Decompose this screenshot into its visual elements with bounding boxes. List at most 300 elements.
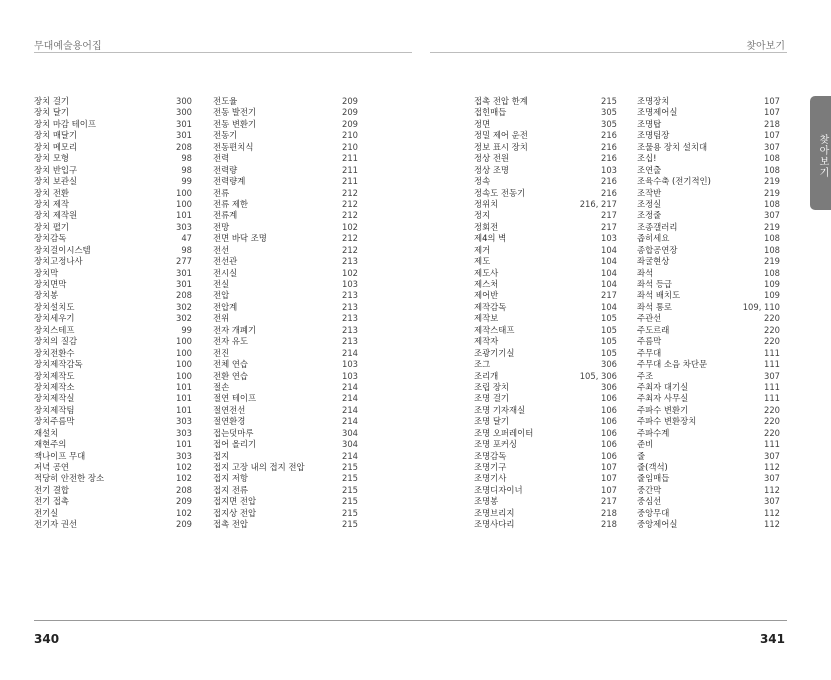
index-page-ref: 102 <box>176 507 192 518</box>
index-term: 장치 모형 <box>34 153 70 164</box>
index-column-1 <box>34 96 192 531</box>
index-entry <box>213 428 358 439</box>
index-entry <box>474 268 617 279</box>
index-term: 제작자 <box>474 336 499 347</box>
index-term: 주최자 사무실 <box>637 393 689 404</box>
index-term: 정상 전원 <box>474 153 510 164</box>
index-entry <box>474 199 617 210</box>
index-page-ref: 100 <box>176 187 192 198</box>
index-entry <box>637 313 780 324</box>
index-entry <box>213 348 358 359</box>
index-page-ref: 219 <box>764 256 780 267</box>
index-entry <box>637 176 780 187</box>
index-page-ref: 302 <box>176 301 192 312</box>
index-entry <box>213 508 358 519</box>
index-term: 조명 오퍼레이터 <box>474 427 534 438</box>
index-entry <box>213 313 358 324</box>
index-page-ref: 217 <box>601 210 617 221</box>
index-page-ref: 99 <box>181 176 192 187</box>
index-entry <box>34 382 192 393</box>
index-term: 장치 걸기 <box>34 96 70 106</box>
index-entry <box>474 359 617 370</box>
index-term: 장치제작실 <box>34 393 75 404</box>
index-entry <box>34 279 192 290</box>
index-entry <box>474 348 617 359</box>
index-page-ref: 301 <box>176 267 192 278</box>
index-entry <box>637 96 780 107</box>
index-term: 접지상 전압 <box>213 507 257 518</box>
index-page-ref: 99 <box>181 324 192 335</box>
index-entry <box>474 153 617 164</box>
index-page-ref: 101 <box>176 404 192 415</box>
index-page-ref: 213 <box>342 301 358 312</box>
index-page-ref: 109 <box>764 290 780 301</box>
index-term: 저녁 공연 <box>34 462 70 472</box>
index-term: 조명기구 <box>474 462 507 472</box>
index-page-ref: 214 <box>342 393 358 404</box>
index-entry <box>213 519 358 530</box>
index-term: 접촉 전압 한계 <box>474 96 528 106</box>
index-page-ref: 307 <box>764 450 780 461</box>
index-page-ref: 210 <box>342 141 358 152</box>
index-page-ref: 103 <box>342 279 358 289</box>
index-term: 조작반 <box>637 187 662 198</box>
index-term: 조명 기자재실 <box>474 404 526 415</box>
index-entry <box>213 96 358 107</box>
index-term: 좌석 <box>637 267 654 278</box>
index-term: 주파수 변환장치 <box>637 416 697 427</box>
index-entry <box>474 279 617 290</box>
index-page-ref: 211 <box>342 164 358 175</box>
index-term: 장치 마감 테이프 <box>34 118 96 129</box>
index-term: 장치제작소 <box>34 381 75 392</box>
index-term: 접는덧마루 <box>213 427 254 438</box>
index-page-ref: 211 <box>342 176 358 187</box>
index-page-ref: 217 <box>601 290 617 301</box>
index-entry <box>474 176 617 187</box>
index-term: 장치제작감독 <box>34 359 83 370</box>
index-term: 줄임매듭 <box>637 473 670 484</box>
index-term: 종합공연장 <box>637 244 678 255</box>
index-page-ref: 107 <box>764 130 780 141</box>
index-entry <box>474 382 617 393</box>
index-page-ref: 104 <box>601 244 617 255</box>
index-entry <box>213 473 358 484</box>
index-page-ref: 104 <box>601 279 617 289</box>
index-term: 전력 <box>213 153 230 164</box>
index-entry <box>213 439 358 450</box>
index-page-ref: 103 <box>601 164 617 175</box>
index-term: 접어 올리기 <box>213 439 257 450</box>
index-page-ref: 212 <box>342 187 358 198</box>
index-term: 장치면막 <box>34 279 67 289</box>
index-term: 장치 전환 <box>34 187 70 198</box>
index-term: 정면 <box>474 118 491 129</box>
index-entry <box>637 290 780 301</box>
index-term: 장치세우기 <box>34 313 75 324</box>
index-entry <box>34 496 192 507</box>
index-page-ref: 300 <box>176 96 192 106</box>
index-entry <box>474 119 617 130</box>
index-entry <box>637 210 780 221</box>
index-term: 조명사다리 <box>474 519 515 530</box>
index-page-ref: 107 <box>601 484 617 495</box>
index-entry <box>34 268 192 279</box>
index-page-ref: 213 <box>342 336 358 347</box>
index-entry <box>637 107 780 118</box>
index-term: 장치제작도 <box>34 370 75 381</box>
index-page-ref: 100 <box>176 370 192 381</box>
index-page-ref: 104 <box>601 301 617 312</box>
index-page-ref: 105 <box>601 336 617 347</box>
index-page-ref: 100 <box>176 359 192 370</box>
index-term: 전시실 <box>213 267 238 278</box>
index-page-ref: 220 <box>764 427 780 438</box>
index-entry <box>474 210 617 221</box>
index-term: 전도율 <box>213 96 238 106</box>
index-term: 장치스테프 <box>34 324 75 335</box>
index-page-ref: 307 <box>764 370 780 381</box>
index-entry <box>637 325 780 336</box>
index-term: 주파수계 <box>637 427 670 438</box>
index-page-ref: 216 <box>601 153 617 164</box>
index-page-ref: 303 <box>176 450 192 461</box>
index-entry <box>474 485 617 496</box>
index-entry <box>213 165 358 176</box>
running-header-right: 찾아보기 <box>746 41 785 52</box>
index-term: 장치 달기 <box>34 107 70 118</box>
index-entry <box>34 233 192 244</box>
index-page-ref: 104 <box>601 267 617 278</box>
index-entry <box>34 462 192 473</box>
index-thumb-tab[interactable] <box>810 96 831 210</box>
index-term: 장치 제작원 <box>34 210 78 221</box>
index-page-ref: 112 <box>764 519 780 530</box>
index-entry <box>34 451 192 462</box>
header-rule-left <box>34 52 412 53</box>
index-entry <box>213 302 358 313</box>
index-entry <box>637 153 780 164</box>
index-page-ref: 277 <box>176 256 192 267</box>
index-term: 장치주름막 <box>34 416 75 427</box>
index-term: 장치걸이시스템 <box>34 244 91 255</box>
index-page-ref: 209 <box>342 96 358 106</box>
index-page-ref: 214 <box>342 404 358 415</box>
index-entry <box>213 107 358 118</box>
index-entry <box>474 405 617 416</box>
index-page-ref: 210 <box>342 130 358 141</box>
running-header-left: 무대예술용어집 <box>34 41 102 52</box>
index-term: 조명감독 <box>474 450 507 461</box>
index-page-ref: 208 <box>176 290 192 301</box>
index-entry <box>474 496 617 507</box>
index-term: 장치막 <box>34 267 59 278</box>
index-term: 제작보 <box>474 313 499 324</box>
index-term: 정상 조명 <box>474 164 510 175</box>
index-term: 전동기 <box>213 130 238 141</box>
index-term: 전체 연습 <box>213 359 249 370</box>
index-page-ref: 107 <box>601 473 617 484</box>
index-entry <box>474 336 617 347</box>
index-page-ref: 306 <box>601 359 617 370</box>
index-term: 전자 개폐기 <box>213 324 257 335</box>
index-column-3 <box>474 96 617 531</box>
index-entry <box>34 176 192 187</box>
index-entry <box>34 359 192 370</box>
index-term: 전망 <box>213 221 230 232</box>
index-page-ref: 218 <box>601 519 617 530</box>
index-entry <box>213 405 358 416</box>
index-term: 조십! <box>637 153 657 164</box>
index-page-ref: 219 <box>764 176 780 187</box>
index-entry <box>213 222 358 233</box>
index-page-ref: 111 <box>764 393 780 404</box>
index-term: 접지 <box>213 450 230 461</box>
index-term: 접지 저항 <box>213 473 249 484</box>
index-entry <box>637 268 780 279</box>
index-term: 제도 <box>474 256 491 267</box>
index-page-ref: 306 <box>601 381 617 392</box>
index-term: 조명 걸기 <box>474 393 510 404</box>
index-term: 적당히 안전한 장소 <box>34 473 105 484</box>
index-entry <box>474 473 617 484</box>
index-entry <box>34 485 192 496</box>
index-term: 제4의 벽 <box>474 233 507 244</box>
index-term: 재설치 <box>34 427 59 438</box>
index-page-ref: 100 <box>176 198 192 209</box>
index-column-2 <box>213 96 358 531</box>
index-entry <box>34 107 192 118</box>
index-term: 접지 전류 <box>213 484 249 495</box>
index-term: 전기자 권선 <box>34 519 78 530</box>
index-entry <box>474 393 617 404</box>
index-entry <box>213 485 358 496</box>
index-page-ref: 102 <box>176 462 192 472</box>
index-term: 잭나이프 무대 <box>34 450 86 461</box>
index-entry <box>213 371 358 382</box>
index-entry <box>213 188 358 199</box>
index-page-ref: 101 <box>176 393 192 404</box>
index-term: 전압 <box>213 290 230 301</box>
page-number-left: 340 <box>34 632 60 646</box>
index-entry <box>474 188 617 199</box>
index-page-ref: 305 <box>601 118 617 129</box>
index-term: 제어반 <box>474 290 499 301</box>
index-page-ref: 212 <box>342 198 358 209</box>
index-term: 접힌매듭 <box>474 107 507 118</box>
index-page-ref: 215 <box>342 462 358 472</box>
index-entry <box>474 107 617 118</box>
index-column-4 <box>637 96 780 531</box>
index-entry <box>213 176 358 187</box>
index-entry <box>213 462 358 473</box>
index-page-ref: 208 <box>176 484 192 495</box>
index-term: 절연 테이프 <box>213 393 257 404</box>
index-term: 조명디자이너 <box>474 484 523 495</box>
index-entry <box>637 142 780 153</box>
index-entry <box>637 462 780 473</box>
index-entry <box>34 210 192 221</box>
index-entry <box>474 519 617 530</box>
index-term: 조명기사 <box>474 473 507 484</box>
index-term: 주관선 <box>637 313 662 324</box>
index-page-ref: 112 <box>764 484 780 495</box>
index-entry <box>637 130 780 141</box>
index-entry <box>637 428 780 439</box>
index-page-ref: 213 <box>342 256 358 267</box>
index-entry <box>637 233 780 244</box>
index-entry <box>34 348 192 359</box>
index-entry <box>213 393 358 404</box>
index-page-ref: 112 <box>764 507 780 518</box>
index-entry <box>637 188 780 199</box>
index-entry <box>474 325 617 336</box>
index-entry <box>213 130 358 141</box>
index-entry <box>474 96 617 107</box>
index-term: 조명팀장 <box>637 130 670 141</box>
index-entry <box>213 336 358 347</box>
index-entry <box>213 359 358 370</box>
index-term: 조명봉 <box>474 496 499 507</box>
index-term: 중앙제어실 <box>637 519 678 530</box>
index-page-ref: 109 <box>764 279 780 289</box>
index-entry <box>213 142 358 153</box>
index-term: 접촉 전압 <box>213 519 249 530</box>
index-page-ref: 301 <box>176 279 192 289</box>
index-entry <box>34 142 192 153</box>
index-page-ref: 211 <box>342 153 358 164</box>
index-page-ref: 101 <box>176 439 192 450</box>
index-term: 조리개 <box>474 370 499 381</box>
index-page-ref: 106 <box>601 416 617 427</box>
index-entry <box>474 462 617 473</box>
index-entry <box>34 245 192 256</box>
index-entry <box>34 473 192 484</box>
index-term: 좌석 등급 <box>637 279 673 289</box>
index-entry <box>213 245 358 256</box>
index-page-ref: 216 <box>601 130 617 141</box>
index-page-ref: 108 <box>764 267 780 278</box>
index-entry <box>474 313 617 324</box>
index-entry <box>34 290 192 301</box>
index-term: 조물용 장치 설치대 <box>637 141 708 152</box>
index-entry <box>213 268 358 279</box>
index-page-ref: 213 <box>342 313 358 324</box>
index-entry <box>34 165 192 176</box>
index-entry <box>637 496 780 507</box>
index-entry <box>34 508 192 519</box>
index-page-ref: 103 <box>601 233 617 244</box>
index-term: 절연전선 <box>213 404 246 415</box>
index-page-ref: 304 <box>342 439 358 450</box>
index-term: 전기실 <box>34 507 59 518</box>
index-page-ref: 212 <box>342 244 358 255</box>
index-page-ref: 302 <box>176 313 192 324</box>
index-entry <box>637 416 780 427</box>
index-entry <box>637 371 780 382</box>
index-term: 주도르래 <box>637 324 670 335</box>
index-entry <box>637 485 780 496</box>
index-term: 전환 연습 <box>213 370 249 381</box>
index-term: 좁히세요 <box>637 233 670 244</box>
index-entry <box>474 416 617 427</box>
index-term: 좌석 통로 <box>637 301 673 312</box>
index-page-ref: 109, 110 <box>742 301 780 312</box>
index-entry <box>213 416 358 427</box>
index-page-ref: 102 <box>342 267 358 278</box>
index-entry <box>34 130 192 141</box>
index-entry <box>637 119 780 130</box>
index-page-ref: 101 <box>176 210 192 221</box>
index-entry <box>637 439 780 450</box>
index-entry <box>474 256 617 267</box>
index-term: 정보 표시 장치 <box>474 141 528 152</box>
index-page-ref: 209 <box>176 496 192 507</box>
index-page-ref: 105, 306 <box>579 370 617 381</box>
index-page-ref: 218 <box>601 507 617 518</box>
index-term: 조육수축 (전기적인) <box>637 176 711 187</box>
index-page-ref: 217 <box>601 221 617 232</box>
page-number-right: 341 <box>759 632 785 646</box>
index-entry <box>637 279 780 290</box>
index-page-ref: 219 <box>764 221 780 232</box>
index-entry <box>474 371 617 382</box>
index-term: 조명제어실 <box>637 107 678 118</box>
index-entry <box>474 245 617 256</box>
index-term: 전압계 <box>213 301 238 312</box>
index-entry <box>637 165 780 176</box>
index-term: 장치고정나사 <box>34 256 83 267</box>
index-page-ref: 215 <box>342 519 358 530</box>
index-term: 주무대 <box>637 347 662 358</box>
index-entry <box>34 119 192 130</box>
index-term: 제도사 <box>474 267 499 278</box>
index-term: 전력량 <box>213 164 238 175</box>
index-page-ref: 218 <box>764 118 780 129</box>
index-term: 전실 <box>213 279 230 289</box>
index-entry <box>213 210 358 221</box>
index-term: 중간막 <box>637 484 662 495</box>
index-entry <box>34 199 192 210</box>
index-page-ref: 212 <box>342 210 358 221</box>
index-term: 주무대 소음 차단문 <box>637 359 708 370</box>
index-page-ref: 100 <box>176 336 192 347</box>
index-term: 조명탑 <box>637 118 662 129</box>
index-page-ref: 304 <box>342 427 358 438</box>
index-entry <box>474 233 617 244</box>
index-term: 전면 바닥 조명 <box>213 233 267 244</box>
index-entry <box>213 325 358 336</box>
index-page-ref: 220 <box>764 416 780 427</box>
index-term: 절연환경 <box>213 416 246 427</box>
index-entry <box>34 439 192 450</box>
index-page-ref: 102 <box>342 221 358 232</box>
index-entry <box>213 199 358 210</box>
index-page-ref: 214 <box>342 347 358 358</box>
index-entry <box>474 165 617 176</box>
index-page-ref: 214 <box>342 381 358 392</box>
index-entry <box>637 393 780 404</box>
index-page-ref: 213 <box>342 290 358 301</box>
index-page-ref: 220 <box>764 336 780 347</box>
index-entry <box>474 222 617 233</box>
index-page-ref: 307 <box>764 141 780 152</box>
index-entry <box>637 222 780 233</box>
index-page-ref: 300 <box>176 107 192 118</box>
index-page-ref: 112 <box>764 462 780 472</box>
index-entry <box>34 313 192 324</box>
index-page-ref: 212 <box>342 233 358 244</box>
